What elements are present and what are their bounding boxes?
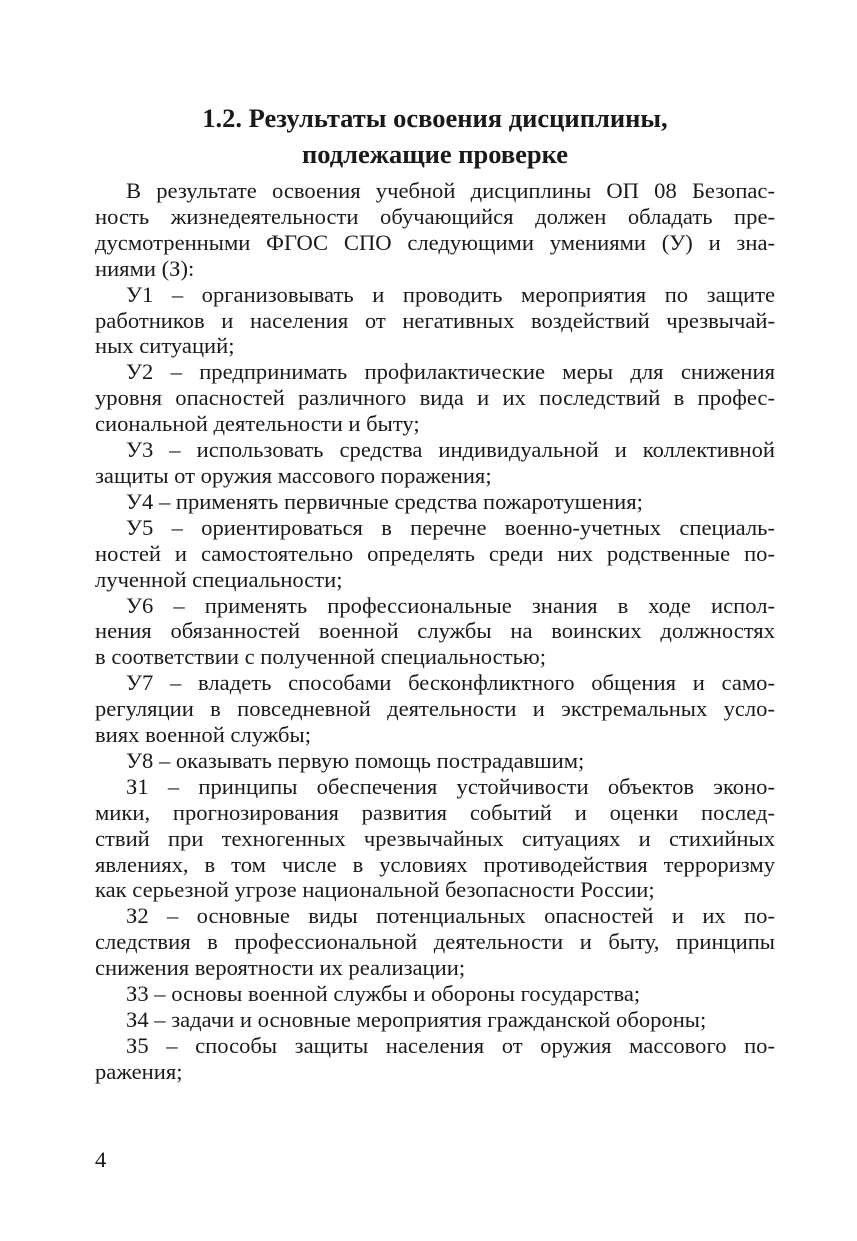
paragraph-line: ствий при техногенных чрезвычайных ситуациях и стихийных [95, 825, 775, 851]
paragraph-line: У5 – ориентироваться в перечне военно-учетных специаль- [126, 514, 775, 540]
paragraph-u2 [95, 359, 775, 437]
paragraph-line: У7 – владеть способами бесконфликтного общения и само- [126, 670, 775, 696]
paragraph-u8 [95, 748, 775, 774]
paragraph-line: У4 – применять первичные средства пожаротушения; [126, 488, 643, 514]
page-content [95, 100, 775, 1085]
paragraph-line: следствия в профессиональной деятельности и быту, принципы [95, 929, 775, 955]
paragraph-line: снижения вероятности их реализации; [95, 955, 466, 981]
paragraph-line: работников и населения от негативных воздействий чрезвычай- [95, 307, 775, 333]
section-heading-line-1: 1.2. Результаты освоения дисциплины, [202, 103, 668, 133]
paragraph-u1 [95, 282, 775, 360]
paragraph-line: защиты от оружия массового поражения; [95, 462, 492, 488]
paragraph-line: У2 – предпринимать профилактические меры для снижения [126, 359, 775, 385]
paragraph-line: ность жизнедеятельности обучающийся должен обладать пре- [95, 203, 775, 229]
paragraph-line: уровня опасностей различного вида и их последствий в профес- [95, 385, 775, 411]
paragraph-intro [95, 178, 775, 282]
paragraph-line: лученной специальности; [95, 566, 343, 592]
paragraph-line: виях военной службы; [95, 722, 311, 748]
page-number: 4 [95, 1147, 107, 1172]
section-heading [95, 100, 775, 172]
paragraph-line: З1 – принципы обеспечения устойчивости объектов эконо- [126, 773, 775, 799]
paragraph-z5 [95, 1033, 775, 1085]
paragraph-line: в соответствии с полученной специальностью; [95, 644, 547, 670]
paragraph-line: У6 – применять профессиональные знания в ходе испол- [126, 592, 775, 618]
paragraph-line: У1 – организовывать и проводить мероприятия по защите [126, 281, 775, 307]
paragraph-line: как серьезной угрозе национальной безопасности России; [95, 877, 655, 903]
paragraph-u6 [95, 593, 775, 671]
paragraph-line: мики, прогнозирования развития событий и оценки послед- [95, 799, 775, 825]
paragraph-z1 [95, 774, 775, 904]
paragraph-line: ностей и самостоятельно определять среди них родственные по- [95, 540, 775, 566]
paragraph-line: явлениях, в том числе в условиях противодействия терроризму [95, 851, 775, 877]
paragraph-line: У8 – оказывать первую помощь пострадавшим; [126, 747, 585, 773]
paragraph-line: З3 – основы военной службы и обороны государства; [126, 981, 641, 1007]
paragraph-line: З4 – задачи и основные мероприятия гражданской обороны; [126, 1007, 707, 1032]
paragraph-line: ниями (З): [95, 255, 195, 281]
paragraph-line: сиональной деятельности и быту; [95, 411, 420, 437]
paragraph-line: З2 – основные виды потенциальных опасностей и их по- [126, 903, 775, 929]
body-text [95, 178, 775, 1085]
paragraph-line: З5 – способы защиты населения от оружия массового по- [126, 1032, 775, 1058]
paragraph-line: ных ситуаций; [95, 333, 235, 359]
paragraph-line: У3 – использовать средства индивидуальной и коллективной [126, 437, 775, 463]
paragraph-line: регуляции в повседневной деятельности и экстремальных усло- [95, 696, 775, 722]
paragraph-u3 [95, 437, 775, 489]
paragraph-z2 [95, 903, 775, 981]
paragraph-line: нения обязанностей военной службы на воинских должностях [95, 618, 775, 644]
paragraph-z4 [95, 1007, 775, 1033]
paragraph-z3 [95, 981, 775, 1007]
paragraph-line: дусмотренными ФГОС СПО следующими умениями (У) и зна- [95, 229, 775, 255]
paragraph-u7 [95, 670, 775, 748]
paragraph-line: В результате освоения учебной дисциплины ОП 08 Безопас- [126, 178, 775, 203]
paragraph-line: ражения; [95, 1058, 183, 1084]
paragraph-u4 [95, 489, 775, 515]
paragraph-u5 [95, 515, 775, 593]
section-heading-line-2: подлежащие проверке [301, 139, 569, 169]
